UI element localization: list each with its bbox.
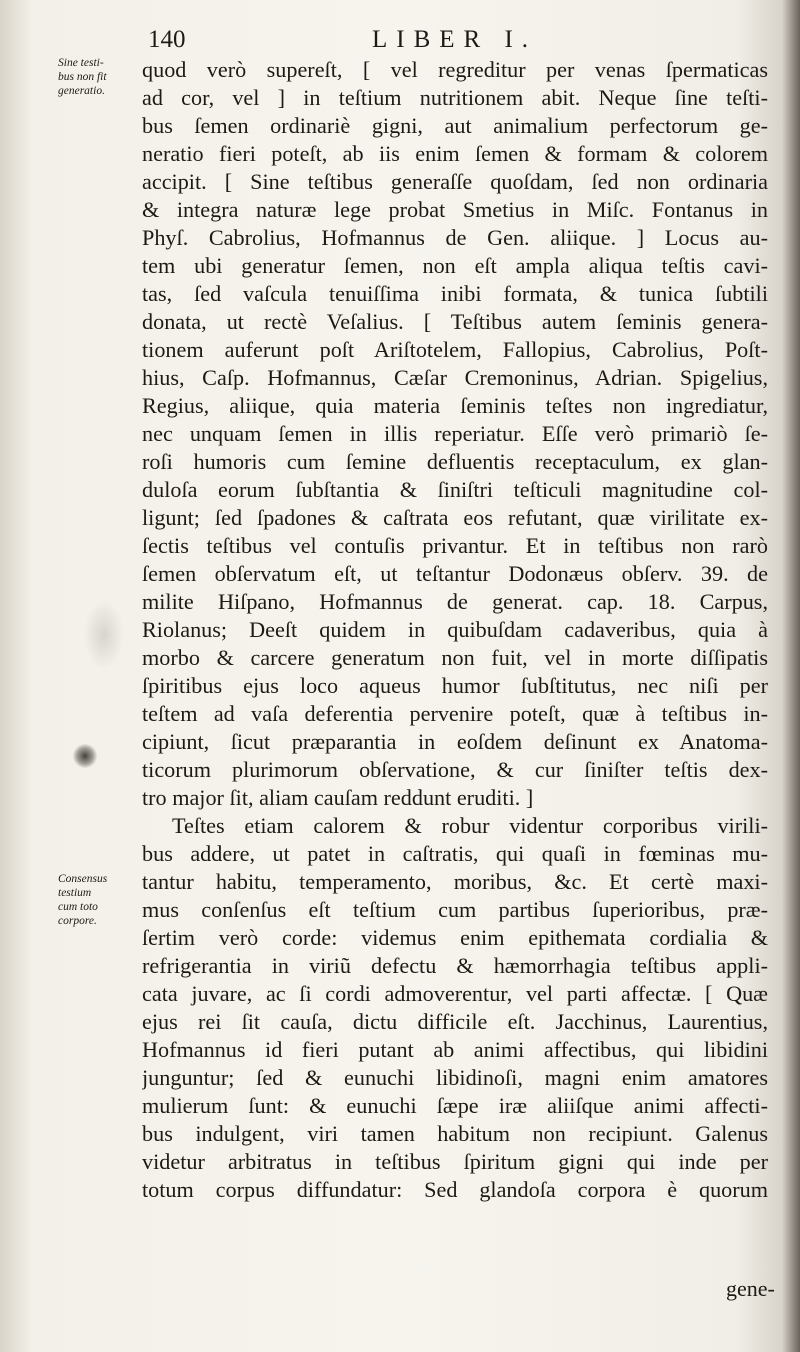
text-line: tantur habitu, temperamento, moribus, &c. Et certè maxi- (142, 869, 768, 894)
text-line: hius, Caſp. Hofmannus, Cæſar Cremoninus, Adrian. Spigelius, (142, 365, 768, 390)
text-line: tas, ſed vaſcula tenuiſſima inibi formata, & tunica ſubtili (142, 281, 768, 306)
text-line: Riolanus; Deeſt quidem in quibuſdam cadaveribus, quia à (142, 617, 768, 642)
text-line: refrigerantia in viriũ defectu & hæmorrhagia teſtibus appli- (142, 953, 768, 978)
text-line: bus addere, ut patet in caſtratis, qui quaſi in fœminas mu- (142, 841, 768, 866)
text-line: videtur arbitratus in teſtibus ſpiritum gigni qui inde per (142, 1149, 768, 1174)
body-text (142, 56, 768, 1204)
text-line: milite Hiſpano, Hofmannus de generat. cap. 18. Carpus, (142, 589, 768, 614)
text-line: & integra naturæ lege probat Smetius in Miſc. Fontanus in (142, 197, 768, 222)
text-line: accipit. [ Sine teſtibus generaſſe quoſdam, ſed non ordinaria (142, 169, 768, 194)
text-line: teſtem ad vaſa deferentia pervenire poteſt, quæ à teſtibus in- (142, 701, 768, 726)
text-line: roſi humoris cum ſemine defluentis receptaculum, ex glan- (142, 449, 768, 474)
margin-note: Sine testi- bus non fit generatio. (58, 57, 107, 97)
text-line: ad cor, vel ] in teſtium nutritionem abit. Neque ſine teſti- (142, 85, 768, 110)
text-line: ticorum plurimorum obſervatione, & cur ſiniſter teſtis dex- (142, 757, 768, 782)
text-line: mus conſenſus eſt teſtium cum partibus ſuperioribus, præ- (142, 897, 768, 922)
text-line: ſertim verò corde: videmus enim epithemata cordialia & (142, 925, 768, 950)
page-number: 140 (148, 26, 186, 53)
ink-blot (72, 744, 98, 768)
text-line: quod verò supereſt, [ vel regreditur per venas ſpermaticas (142, 57, 768, 82)
catchword: gene- (726, 1276, 775, 1301)
text-line: cata juvare, ac ſi cordi admoverentur, vel parti affectæ. [ Quæ (142, 981, 768, 1006)
text-line: donata, ut rectè Veſalius. [ Teſtibus autem ſeminis genera- (142, 309, 768, 334)
text-line: morbo & carcere generatum non fuit, vel in morte diſſipatis (142, 645, 768, 670)
text-line: ligunt; ſed ſpadones & caſtrata eos refutant, quæ virilitate ex- (142, 505, 768, 530)
running-head: LIBER I. (372, 26, 538, 53)
margin-note: Consensus testium cum toto corpore. (58, 873, 108, 927)
text-line: bus ſemen ordinariè gigni, aut animalium perfectorum ge- (142, 113, 768, 138)
text-line: tro major ſit, aliam cauſam reddunt eruditi. ] (142, 785, 534, 810)
text-line: Phyſ. Cabrolius, Hofmannus de Gen. aliique. ] Locus au- (142, 225, 768, 250)
text-line: cipiunt, ſicut præparantia in eoſdem deſinunt ex Anatoma- (142, 729, 768, 754)
text-line: totum corpus diffundatur: Sed glandoſa corpora è quorum (142, 1177, 768, 1202)
page-smudge (84, 600, 124, 670)
page-header (142, 26, 752, 54)
text-line: duloſa eorum ſubſtantia & ſiniſtri teſticuli magnitudine col- (142, 477, 768, 502)
text-line: tem ubi generatur ſemen, non eſt ampla aliqua teſtis cavi- (142, 253, 768, 278)
text-line: junguntur; ſed & eunuchi libidinoſi, magni enim amatores (142, 1065, 768, 1090)
text-line: neratio fieri poteſt, ab iis enim ſemen & formam & colorem (142, 141, 768, 166)
text-line: bus indulgent, viri tamen habitum non recipiunt. Galenus (142, 1121, 768, 1146)
text-line: ſectis teſtibus vel contuſis privantur. Et in teſtibus non rarò (142, 533, 768, 558)
text-line: ſpiritibus ejus loco aqueus humor ſubſtitutus, nec niſi per (142, 673, 768, 698)
text-line: ſemen obſervatum eſt, ut teſtantur Dodonæus obſerv. 39. de (142, 561, 768, 586)
text-line: Teſtes etiam calorem & robur videntur corporibus virili- (172, 813, 768, 838)
text-line: Regius, aliique, quia materia ſeminis teſtes non ingrediatur, (142, 393, 768, 418)
text-line: Hofmannus id fieri putant ab animi affectibus, qui libidini (142, 1037, 768, 1062)
text-line: mulierum ſunt: & eunuchi ſæpe iræ aliiſque animi affecti- (142, 1093, 768, 1118)
text-line: nec unquam ſemen in illis reperiatur. Eſſe verò primariò ſe- (142, 421, 768, 446)
text-line: tionem auferunt poſt Ariſtotelem, Fallopius, Cabrolius, Poſt- (142, 337, 768, 362)
text-line: ejus rei ſit cauſa, dictu difficile eſt. Jacchinus, Laurentius, (142, 1009, 768, 1034)
gutter-shadow (782, 0, 800, 1352)
